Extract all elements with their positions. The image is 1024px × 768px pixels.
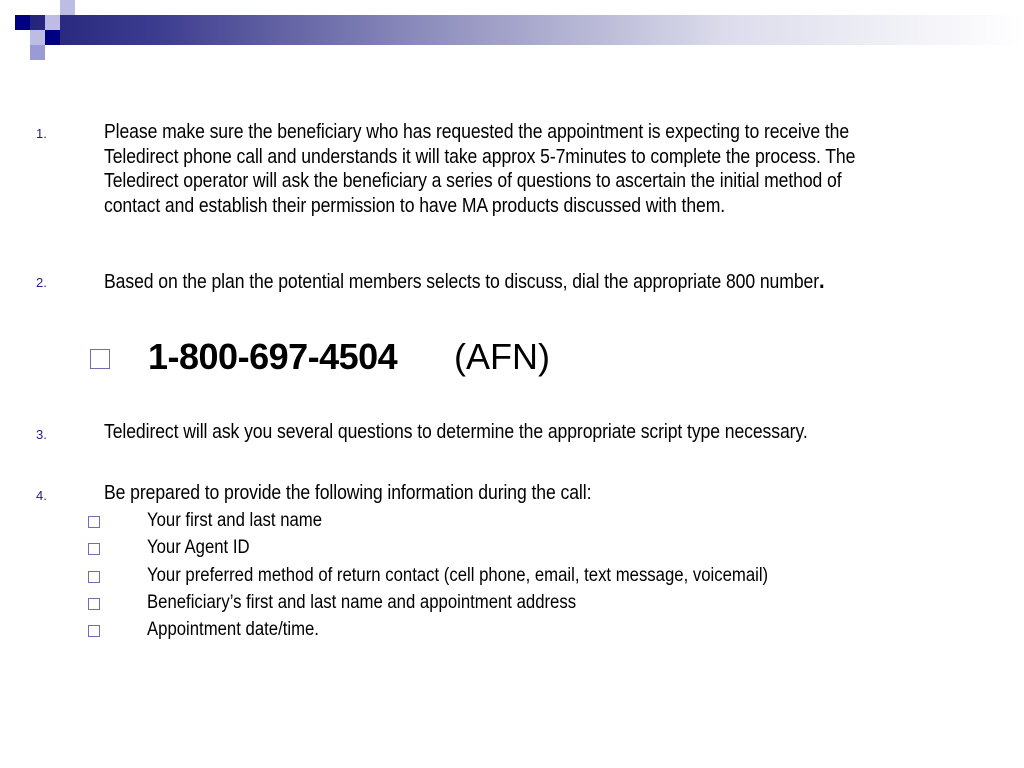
info-list-item: Your Agent ID xyxy=(147,537,250,558)
info-list-item: Your preferred method of return contact (cell phone, email, text message, voicemail) xyxy=(147,565,769,586)
list-item-text-body: Based on the plan the potential members selects to discuss, dial the appropriate 800 number xyxy=(104,271,820,293)
list-number: 1. xyxy=(36,126,47,141)
list-item-end-mark: . xyxy=(819,267,825,293)
list-number: 2. xyxy=(36,275,47,290)
info-list-item: Your first and last name xyxy=(147,510,323,531)
checkbox-bullet-icon xyxy=(88,571,100,583)
checkbox-bullet-icon xyxy=(88,516,100,528)
phone-label: (AFN) xyxy=(454,336,550,377)
phone-number: 1-800-697-4504 xyxy=(148,336,398,377)
list-number: 4. xyxy=(36,488,47,503)
list-item-text: Please make sure the beneficiary who has requested the appointment is expecting to receive the Teledirect phone call and understands it will take approx 5-7minutes to complete the process. The Teledirect operator will ask the beneficiary a series of questions to ascertain the initial method of contact and establish their permission to have MA products discussed with them. xyxy=(104,121,856,217)
list-item-text: Teledirect will ask you several questions to determine the appropriate script type necessary. xyxy=(104,421,808,443)
list-item-text xyxy=(104,268,984,295)
info-list-item: Beneficiary’s first and last name and appointment address xyxy=(147,592,577,613)
checkbox-bullet-icon xyxy=(88,598,100,610)
checkbox-bullet-icon xyxy=(88,543,100,555)
list-item-text: Be prepared to provide the following information during the call: xyxy=(104,482,592,504)
list-number: 3. xyxy=(36,427,47,442)
info-list-item: Appointment date/time. xyxy=(147,619,319,640)
checkbox-bullet-icon xyxy=(90,349,110,369)
checkbox-bullet-icon xyxy=(88,625,100,637)
